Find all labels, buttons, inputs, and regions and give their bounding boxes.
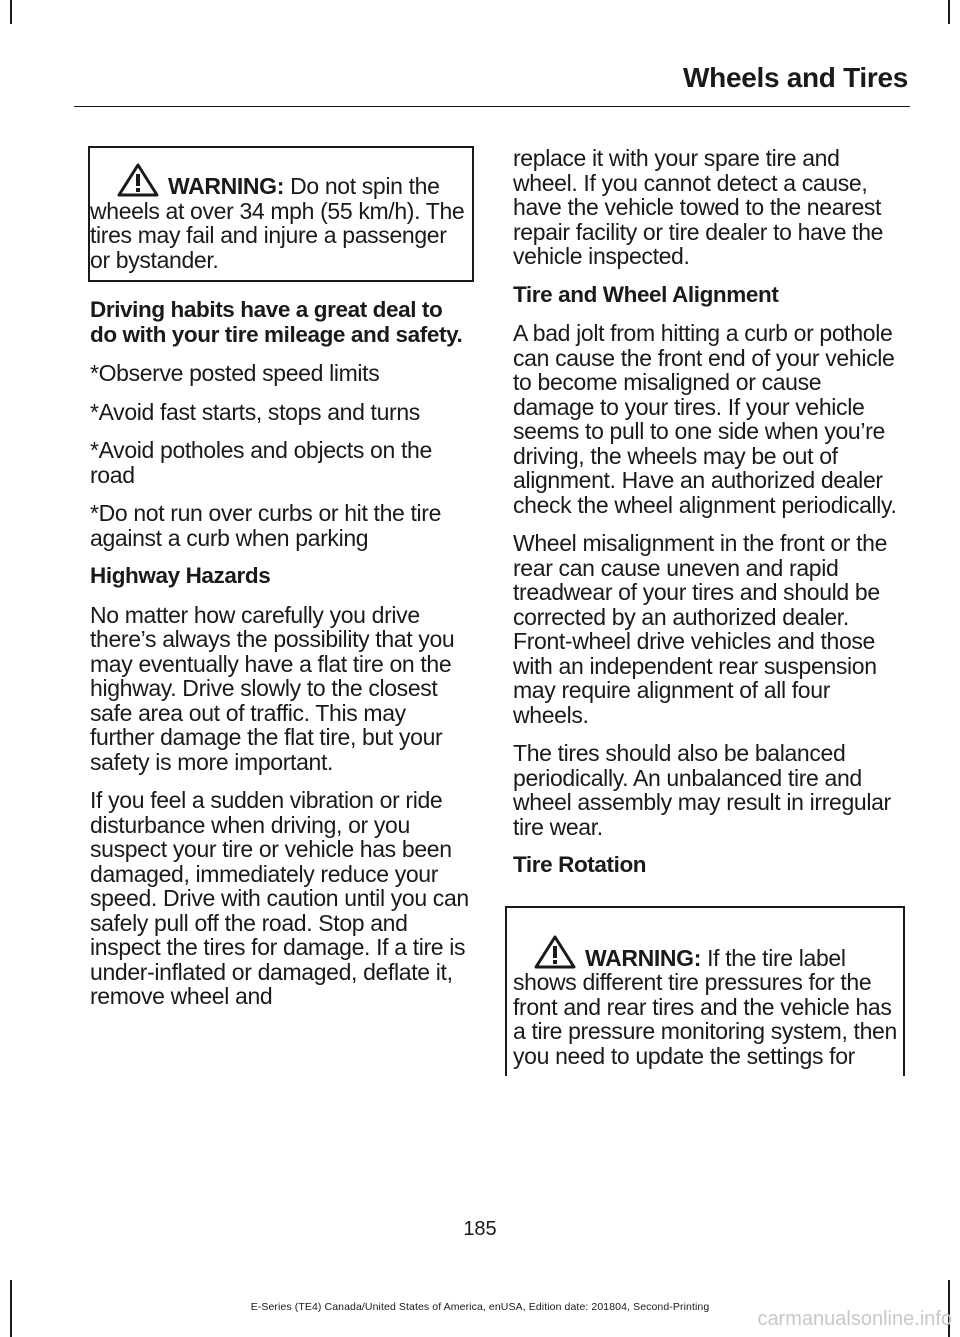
edition-footer: E-Series (TE4) Canada/United States of America, enUSA, Edition date: 201804, Second-Printing bbox=[250, 1301, 710, 1313]
warning-paragraph bbox=[90, 174, 466, 272]
left-column bbox=[90, 146, 474, 1023]
alignment-paragraph-2: Wheel misalignment in the front or the rear can cause uneven and rapid treadwear of your tires and should be corrected by an authorized dealer. Front-wheel drive vehicles and those with an independent rear suspension may require alignment of all four wheels. bbox=[513, 530, 888, 728]
tip-item: *Avoid fast starts, stops and turns bbox=[90, 398, 420, 425]
alignment-paragraph-3: The tires should also be balanced periodically. An unbalanced tire and wheel assembly may result in irregular tire wear. bbox=[513, 740, 891, 840]
warning-paragraph bbox=[513, 934, 897, 1069]
warning-label: WARNING: bbox=[168, 173, 285, 199]
tip-item: *Avoid potholes and objects on the road bbox=[90, 437, 432, 488]
tip-item: *Observe posted speed limits bbox=[90, 360, 380, 386]
watermark: carmanualsonline.info bbox=[757, 1308, 952, 1330]
crop-mark-top-right-vertical bbox=[948, 0, 950, 24]
tip-item: *Do not run over curbs or hit the tire against a curb when parking bbox=[90, 500, 442, 551]
warning-box bbox=[88, 146, 474, 282]
highway-hazards-heading: Highway Hazards bbox=[90, 563, 271, 588]
crop-mark-top-left-vertical bbox=[10, 0, 12, 24]
right-column bbox=[513, 146, 907, 1092]
driving-habits-heading: Driving habits have a great deal to do with your tire mileage and safety. bbox=[90, 297, 463, 347]
warning-box bbox=[505, 906, 905, 1077]
alignment-heading: Tire and Wheel Alignment bbox=[513, 281, 779, 307]
warning-triangle-icon bbox=[533, 934, 577, 970]
alignment-paragraph-1: A bad jolt from hitting a curb or pothole can cause the front end of your vehicle to become misaligned or cause damage to your tires. If your vehicle seems to pull to one side when you’re driving, the wheels may be out of alignment. Have an authorized dealer check the wheel alignment periodically. bbox=[513, 320, 897, 518]
highway-paragraph-2: If you feel a sudden vibration or ride disturbance when driving, or you suspect your tire or vehicle has been damaged, immediately reduce your speed. Drive with caution until you can safely pull off the road. Stop and inspect the tires for damage. If a tire is under-inflated or damaged, deflate it, remove wheel and bbox=[90, 787, 469, 1009]
warning-text: Do not spin the wheels at over 34 mph (55 km/h). The tires may fail and injure a passenger or bystander. bbox=[90, 173, 465, 273]
tire-rotation-heading: Tire Rotation bbox=[513, 852, 647, 877]
continued-paragraph: replace it with your spare tire and wheel. If you cannot detect a cause, have the vehicle towed to the nearest repair facility or tire dealer to have the vehicle inspected. bbox=[513, 145, 884, 269]
header-rule bbox=[74, 106, 910, 107]
warning-label: WARNING: bbox=[585, 944, 702, 971]
highway-paragraph-1: No matter how carefully you drive there’s always the possibility that you may eventually have a flat tire on the highway. Drive slowly to the closest safe area out of traffic. This may further damage the flat tire, but your safety is more important. bbox=[90, 601, 455, 775]
page-number: 185 bbox=[463, 1218, 497, 1240]
page-title: Wheels and Tires bbox=[683, 62, 908, 93]
warning-text: If the tire label shows different tire pressures for the front and rear tires and the vehicle has a tire pressure monitoring system, then you need to update the settings for bbox=[513, 944, 897, 1069]
warning-triangle-icon bbox=[116, 162, 160, 198]
